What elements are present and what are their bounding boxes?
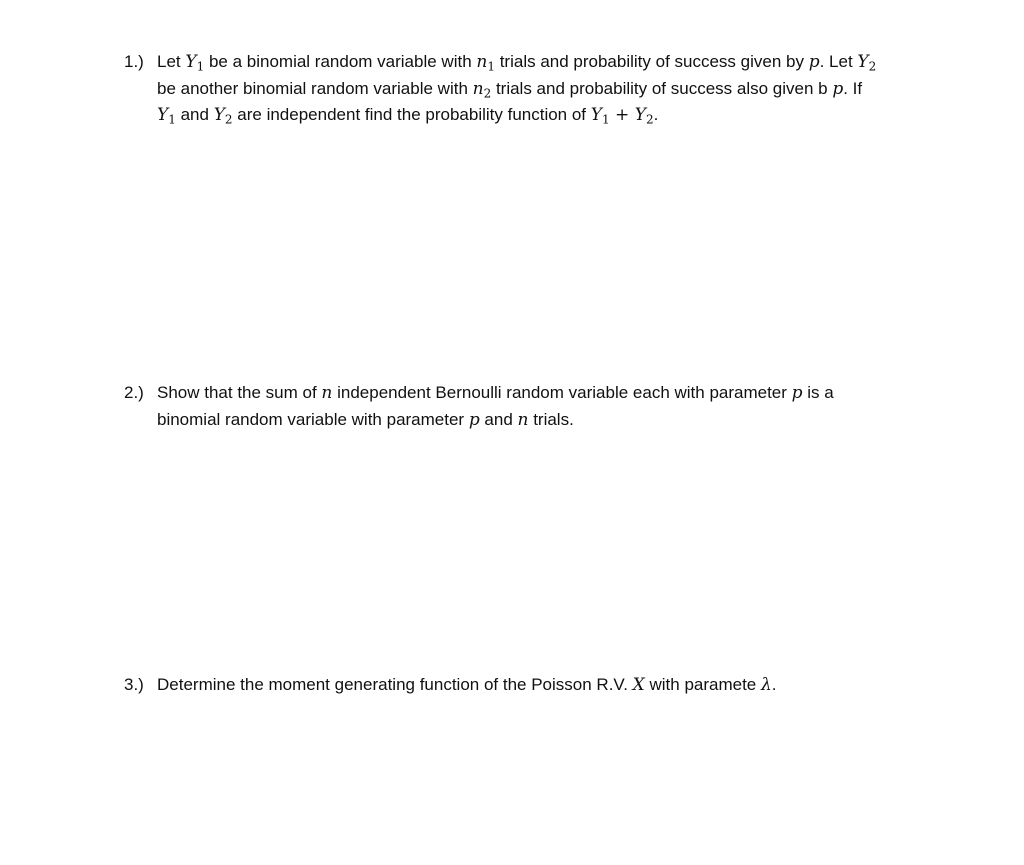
math-variable: $Y_1$ <box>590 105 610 127</box>
problem-line: be another binomial random variable with $n_2$ trials and probability of success also given b p. If <box>157 78 863 101</box>
problem-number: 3.) <box>124 675 144 694</box>
math-variable: X <box>632 675 645 695</box>
math-variable: $Y_1$ <box>157 105 176 127</box>
problem-2 <box>124 380 924 433</box>
problem-line: binomial random variable with parameter p and n trials. <box>157 409 574 430</box>
math-variable: $Y_2$ <box>213 105 233 127</box>
problem-3 <box>124 672 924 699</box>
math-variable: p <box>808 52 820 72</box>
problem-text <box>157 672 924 699</box>
math-variable: λ <box>761 675 772 695</box>
problem-line: Show that the sum of n independent Bernoulli random variable each with parameter p is a <box>157 383 834 403</box>
math-variable: $Y_2$ <box>857 52 877 74</box>
problem-number: 2.) <box>124 383 144 402</box>
plus-operator: + <box>609 105 635 125</box>
problem-line: Let $Y_1$ be a binomial random variable with $n_1$ trials and probability of success given by p. Let $Y_2$ <box>157 52 877 74</box>
math-variable: p <box>791 383 803 403</box>
math-variable: n <box>517 409 529 430</box>
problem-text <box>157 380 924 433</box>
math-variable: n <box>321 383 333 403</box>
math-variable: p <box>832 78 844 99</box>
problem-line: Determine the moment generating function of the Poisson R.V. X with paramete λ. <box>157 675 777 695</box>
math-variable: $n_2$ <box>472 78 492 101</box>
math-variable: $Y_1$ <box>185 52 205 74</box>
problem-line: $Y_1$ and $Y_2$ are independent find the probability function of $Y_1 + Y_2$. <box>157 105 659 127</box>
math-variable: $Y_2$ <box>634 105 654 127</box>
problem-number: 1.) <box>124 52 144 71</box>
math-variable: p <box>468 409 480 430</box>
problem-1 <box>124 49 924 129</box>
problem-text <box>157 49 924 129</box>
math-variable: $n_1$ <box>476 52 495 74</box>
